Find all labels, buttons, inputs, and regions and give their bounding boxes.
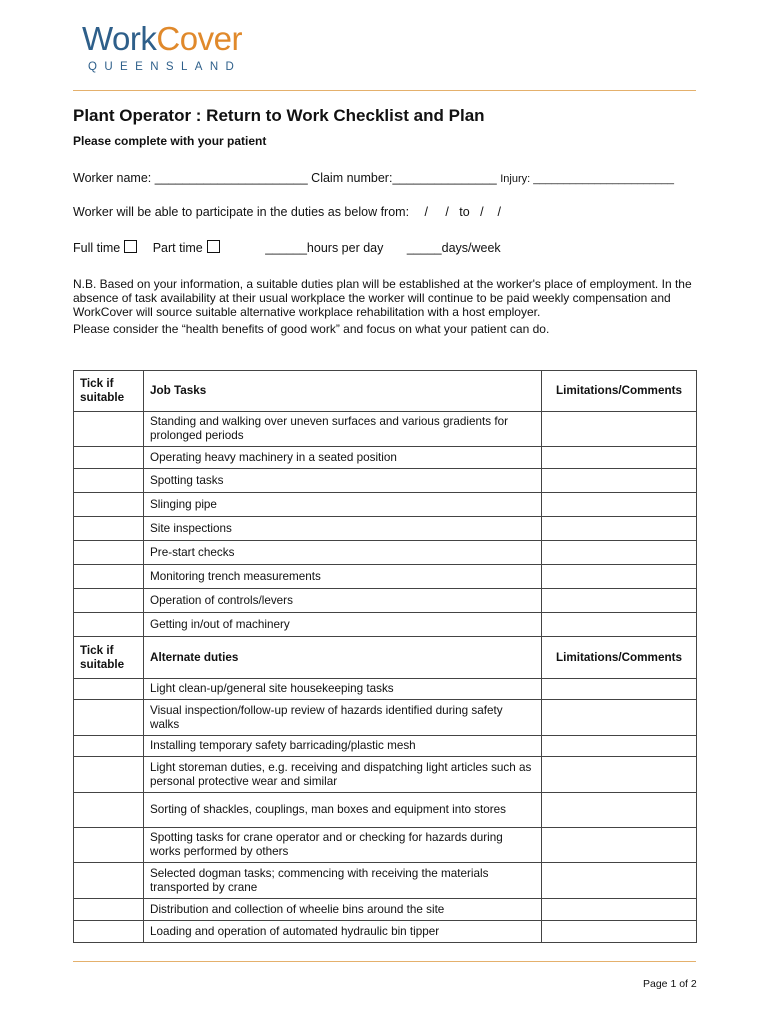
alternate-duty-row — [74, 899, 697, 921]
full-time-checkbox[interactable] — [124, 240, 137, 253]
worker-name-field[interactable]: Worker name: ______________________ — [73, 171, 308, 185]
alternate-duties-header-row — [74, 637, 697, 679]
alternate-duties-header: Alternate duties — [144, 637, 542, 679]
duties-start-line — [73, 205, 501, 219]
task-label: Visual inspection/follow-up review of hazards identified during safety walks — [144, 700, 542, 736]
comments-cell[interactable] — [542, 493, 697, 517]
job-task-row — [74, 493, 697, 517]
tick-cell[interactable] — [74, 921, 144, 943]
comments-cell[interactable] — [542, 793, 697, 828]
alternate-duty-row — [74, 757, 697, 793]
limitations-comments-header: Limitations/Comments — [542, 371, 697, 412]
alternate-duty-row — [74, 921, 697, 943]
comments-cell[interactable] — [542, 863, 697, 899]
footer-rule — [73, 961, 696, 962]
task-label: Sorting of shackles, couplings, man boxes and equipment into stores — [144, 793, 542, 828]
task-label: Operating heavy machinery in a seated position — [144, 447, 542, 469]
consider-text: Please consider the “health benefits of good work” and focus on what your patient can do. — [73, 322, 550, 336]
task-label: Spotting tasks for crane operator and or checking for hazards during works performed by others — [144, 828, 542, 863]
comments-cell[interactable] — [542, 828, 697, 863]
job-task-row — [74, 517, 697, 541]
job-tasks-header: Job Tasks — [144, 371, 542, 412]
tick-if-suitable-header: Tick if suitable — [74, 371, 144, 412]
nb-text: N.B. Based on your information, a suitable duties plan will be established at the worker's place of employment. In the absence of task availability at their usual workplace the worker will continue to be paid weekly compensation and WorkCover will source suitable alternative workplace rehabilitation with a host employer. — [73, 277, 692, 319]
comments-cell[interactable] — [542, 412, 697, 447]
alternate-duty-row — [74, 863, 697, 899]
tick-cell[interactable] — [74, 793, 144, 828]
comments-cell[interactable] — [542, 589, 697, 613]
comments-cell[interactable] — [542, 541, 697, 565]
task-label: Spotting tasks — [144, 469, 542, 493]
logo-word-cover: Cover — [156, 20, 242, 57]
checklist-table — [73, 370, 697, 943]
alternate-duty-row — [74, 793, 697, 828]
task-label: Standing and walking over uneven surfaces and various gradients for prolonged periods — [144, 412, 542, 447]
tick-cell[interactable] — [74, 589, 144, 613]
alternate-duty-row — [74, 679, 697, 700]
task-label: Installing temporary safety barricading/plastic mesh — [144, 736, 542, 757]
task-label: Monitoring trench measurements — [144, 565, 542, 589]
page-number: Page 1 of 2 — [643, 978, 697, 990]
tick-cell[interactable] — [74, 863, 144, 899]
task-label: Site inspections — [144, 517, 542, 541]
tick-cell[interactable] — [74, 757, 144, 793]
job-task-row — [74, 412, 697, 447]
page-subtitle: Please complete with your patient — [73, 134, 267, 148]
task-label: Selected dogman tasks; commencing with receiving the materials transported by crane — [144, 863, 542, 899]
comments-cell[interactable] — [542, 517, 697, 541]
job-task-row — [74, 541, 697, 565]
tick-cell[interactable] — [74, 679, 144, 700]
comments-cell[interactable] — [542, 700, 697, 736]
tick-cell[interactable] — [74, 412, 144, 447]
job-task-row — [74, 613, 697, 637]
tick-cell[interactable] — [74, 469, 144, 493]
alternate-duty-row — [74, 700, 697, 736]
task-label: Loading and operation of automated hydraulic bin tipper — [144, 921, 542, 943]
injury-field[interactable]: Injury: _______________________ — [500, 173, 674, 185]
duties-start-label: Worker will be able to participate in the duties as below from: — [73, 205, 410, 219]
days-per-week-field[interactable]: _____days/week — [406, 241, 501, 255]
comments-cell[interactable] — [542, 736, 697, 757]
job-tasks-header-row — [74, 371, 697, 412]
tick-cell[interactable] — [74, 899, 144, 921]
worker-details-line — [73, 171, 674, 185]
tick-cell[interactable] — [74, 736, 144, 757]
comments-cell[interactable] — [542, 679, 697, 700]
comments-cell[interactable] — [542, 565, 697, 589]
tick-cell[interactable] — [74, 517, 144, 541]
comments-cell[interactable] — [542, 469, 697, 493]
nb-paragraph — [73, 277, 693, 336]
job-task-row — [74, 565, 697, 589]
tick-if-suitable-header: Tick if suitable — [74, 637, 144, 679]
part-time-label: Part time — [152, 241, 203, 255]
job-task-row — [74, 447, 697, 469]
comments-cell[interactable] — [542, 757, 697, 793]
task-label: Slinging pipe — [144, 493, 542, 517]
logo-word-work: Work — [82, 20, 157, 57]
work-hours-line — [73, 240, 501, 255]
alternate-duty-row — [74, 736, 697, 757]
tick-cell[interactable] — [74, 541, 144, 565]
hours-per-day-field[interactable]: ______hours per day — [265, 241, 384, 255]
workcover-logo — [82, 22, 242, 73]
job-task-row — [74, 469, 697, 493]
alternate-duty-row — [74, 828, 697, 863]
claim-number-field[interactable]: Claim number:_______________ — [311, 171, 497, 185]
tick-cell[interactable] — [74, 565, 144, 589]
comments-cell[interactable] — [542, 899, 697, 921]
full-time-label: Full time — [73, 241, 121, 255]
header-rule — [73, 90, 696, 91]
task-label: Light storeman duties, e.g. receiving and dispatching light articles such as personal protective wear and similar — [144, 757, 542, 793]
comments-cell[interactable] — [542, 447, 697, 469]
tick-cell[interactable] — [74, 613, 144, 637]
part-time-checkbox[interactable] — [207, 240, 220, 253]
task-label: Getting in/out of machinery — [144, 613, 542, 637]
task-label: Operation of controls/levers — [144, 589, 542, 613]
comments-cell[interactable] — [542, 921, 697, 943]
job-task-row — [74, 589, 697, 613]
task-label: Light clean-up/general site housekeeping tasks — [144, 679, 542, 700]
tick-cell[interactable] — [74, 493, 144, 517]
tick-cell[interactable] — [74, 828, 144, 863]
date-range-field[interactable]: / / to / / — [424, 205, 501, 219]
tick-cell[interactable] — [74, 447, 144, 469]
page-title: Plant Operator : Return to Work Checklist and Plan — [73, 106, 485, 125]
task-label: Distribution and collection of wheelie bins around the site — [144, 899, 542, 921]
logo-subtitle: QUEENSLAND — [88, 61, 242, 73]
task-label: Pre-start checks — [144, 541, 542, 565]
tick-cell[interactable] — [74, 700, 144, 736]
limitations-comments-header: Limitations/Comments — [542, 637, 697, 679]
comments-cell[interactable] — [542, 613, 697, 637]
